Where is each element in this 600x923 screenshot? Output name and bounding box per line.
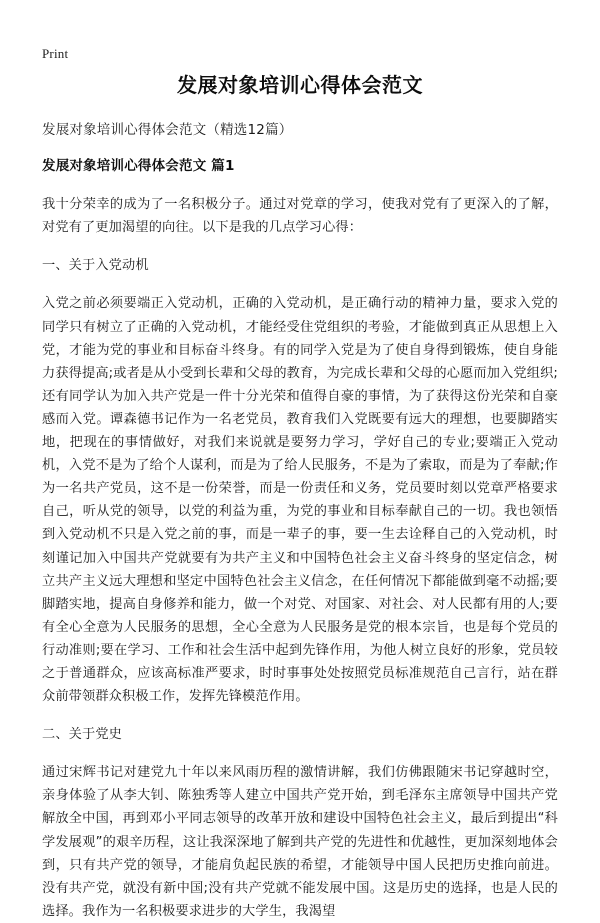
intro-paragraph: 我十分荣幸的成为了一名积极分子。通过对党章的学习，使我对党有了更深入的了解，对党有了更加渴望的向往。以下是我的几点学习心得： <box>42 197 558 236</box>
print-button[interactable]: Print <box>42 46 69 61</box>
section-one-body: 入党之前必须要端正入党动机，正确的入党动机，是正确行动的精神力量，要求入党的同学只有树立了正确的入党动机，才能经受住党组织的考验，才能做到真正从思想上入党，才能为党的事业和目标奋斗终身。有的同学入党是为了使自身得到锻炼，使自身能力获得提高;或者是从小受到长辈和父母的教育，为完成长辈和父母的心愿而加入党组织;还有同学认为加入共产党是一件十分光荣和值得自豪的事情，为了获得这份光荣和自豪感而入党。谭森德书记作为一名老党员，教育我们入党既要有远大的理想，也要脚踏实地，把现在的事情做好，对我们来说就是要努力学习，学好自己的专业;要端正入党动机，入党不是为了给个人谋利，而是为了给人民服务，不是为了索取，而是为了奉献;作为一名共产党员，这不是一份荣誉，而是一份责任和义务，党员要时刻以党章严格要求自己，听从党的领导，以党的利益为重，为党的事业和目标奉献自己的一切。我也领悟到入党动机不只是入党之前的事，而是一辈子的事，要一生去诠释自己的入党动机，时刻谨记加入中国共产党就要有为共产主义和中国特色社会主义奋斗终身的坚定信念，树立共产主义远大理想和坚定中国特色社会主义信念，在任何情况下都能做到毫不动摇;要脚踏实地，提高自身修养和能力，做一个对党、对国家、对社会、对人民都有用的人;要有全心全意为人民服务的思想，全心全意为人民服务是党的根本宗旨，也是每个党员的行动准则;要在学习、工作和社会生活中起到先锋作用，为他人树立良好的形象，党员较之于普通群众，应该高标准严要求，时时事事处处按照党员标准规范自己言行，站在群众前带领群众积极工作，发挥先锋模范作用。 <box>42 296 559 705</box>
document-subtitle: 发展对象培训心得体会范文（精选12篇） <box>42 122 293 138</box>
section-heading-two: 二、关于党史 <box>42 727 123 743</box>
article-heading: 发展对象培训心得体会范文 篇1 <box>42 157 235 174</box>
page-title: 发展对象培训心得体会范文 <box>177 73 423 97</box>
section-heading-one: 一、关于入党动机 <box>42 258 149 274</box>
document-content <box>42 72 558 923</box>
section-two-body: 通过宋辉书记对建党九十年以来风雨历程的激情讲解，我们仿佛跟随宋书记穿越时空，亲身体验了从李大钊、陈独秀等人建立中国共产党开始，到毛泽东主席领导中国共产党解放全中国，再到邓小平同志领导的改革开放和建设中国特色社会主义，最后到提出“科学发展观”的艰辛历程，这让我深深地了解到共产党的先进性和优越性，更加深刻地体会到，只有共产党的领导，才能肩负起民族的希望，才能领导中国人民把历史推向前进。没有共产党，就没有新中国;没有共产党就不能发展中国。这是历史的选择，也是人民的选择。我作为一名积极要求进步的大学生，我渴望 <box>42 765 558 919</box>
